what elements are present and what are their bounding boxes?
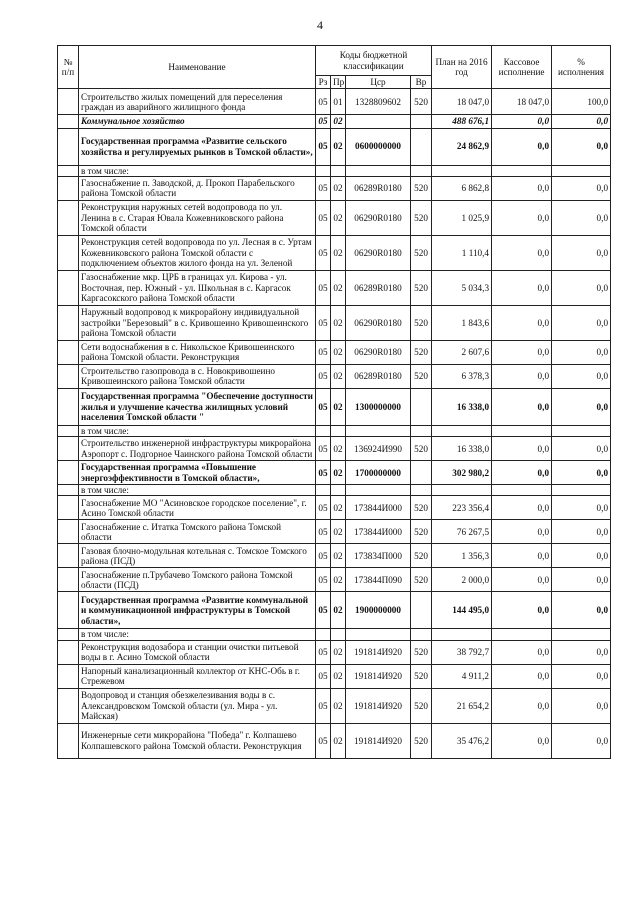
table-row <box>58 688 611 723</box>
cell-cash <box>492 629 552 640</box>
cell-csr: 1300000000 <box>346 388 411 425</box>
table-row <box>58 520 611 544</box>
cell-num <box>58 235 79 270</box>
cell-pr: 02 <box>331 688 346 723</box>
cell-pr: 02 <box>331 364 346 388</box>
cell-name: Реконструкция сетей водопровода по ул. Лесная в с. Уртам Кожевниковского района Томской области с подключением объектов жилого фонда на ул. Зеленой <box>79 235 316 270</box>
table-row <box>58 664 611 688</box>
cell-cash: 0,0 <box>492 364 552 388</box>
cell-pr <box>331 165 346 176</box>
cell-cash: 0,0 <box>492 664 552 688</box>
table-row <box>58 128 611 165</box>
cell-name: Газоснабжение с. Итатка Томского района Томской области <box>79 520 316 544</box>
cell-vr: 520 <box>411 235 432 270</box>
cell-plan: 35 476,2 <box>432 723 492 758</box>
header-pct: % исполнения <box>552 46 611 89</box>
cell-rz: 05 <box>316 115 331 128</box>
cell-cash: 0,0 <box>492 723 552 758</box>
cell-num <box>58 592 79 629</box>
cell-pr: 02 <box>331 305 346 340</box>
cell-pct: 0,0 <box>552 364 611 388</box>
cell-vr: 520 <box>411 688 432 723</box>
cell-cash <box>492 485 552 496</box>
cell-plan: 24 862,9 <box>432 128 492 165</box>
cell-num <box>58 485 79 496</box>
cell-plan <box>432 629 492 640</box>
cell-cash: 0,0 <box>492 640 552 664</box>
cell-num <box>58 629 79 640</box>
cell-plan: 6 862,8 <box>432 176 492 200</box>
cell-csr: 173844И000 <box>346 520 411 544</box>
table-row <box>58 340 611 364</box>
cell-name: в том числе: <box>79 485 316 496</box>
cell-rz: 05 <box>316 128 331 165</box>
cell-name: в том числе: <box>79 425 316 436</box>
cell-rz: 05 <box>316 723 331 758</box>
table-row <box>58 592 611 629</box>
cell-csr: 0600000000 <box>346 128 411 165</box>
cell-num <box>58 128 79 165</box>
cell-cash: 0,0 <box>492 200 552 235</box>
cell-cash: 0,0 <box>492 305 552 340</box>
cell-pr: 02 <box>331 640 346 664</box>
table-row <box>58 270 611 305</box>
header-num: № п/п <box>58 46 79 89</box>
cell-pr: 02 <box>331 568 346 592</box>
cell-name: в том числе: <box>79 165 316 176</box>
header-vr: Вр <box>411 76 432 89</box>
cell-rz: 05 <box>316 688 331 723</box>
cell-csr <box>346 115 411 128</box>
cell-pct: 100,0 <box>552 89 611 115</box>
cell-num <box>58 115 79 128</box>
table-row <box>58 388 611 425</box>
cell-pr: 02 <box>331 176 346 200</box>
cell-name: Реконструкция водозабора и станции очистки питьевой воды в г. Асино Томской области <box>79 640 316 664</box>
cell-pct: 0,0 <box>552 437 611 461</box>
cell-num <box>58 388 79 425</box>
cell-plan: 16 338,0 <box>432 388 492 425</box>
cell-vr <box>411 128 432 165</box>
cell-rz: 05 <box>316 640 331 664</box>
cell-rz: 05 <box>316 664 331 688</box>
cell-num <box>58 89 79 115</box>
cell-vr: 520 <box>411 568 432 592</box>
table-row <box>58 305 611 340</box>
cell-name: Государственная программа «Повышение энергоэффективности в Томской области», <box>79 461 316 485</box>
cell-plan <box>432 485 492 496</box>
cell-csr: 191814И920 <box>346 664 411 688</box>
table-row <box>58 723 611 758</box>
cell-pr: 01 <box>331 89 346 115</box>
table-row <box>58 629 611 640</box>
cell-csr: 173834П000 <box>346 544 411 568</box>
cell-pr: 02 <box>331 437 346 461</box>
cell-rz <box>316 425 331 436</box>
cell-num <box>58 425 79 436</box>
cell-pr <box>331 485 346 496</box>
cell-vr: 520 <box>411 89 432 115</box>
cell-num <box>58 200 79 235</box>
cell-name: Сети водоснабжения в с. Никольское Кривошеинского района Томской области. Реконструкция <box>79 340 316 364</box>
cell-pct: 0,0 <box>552 200 611 235</box>
cell-pct <box>552 165 611 176</box>
cell-name: Водопровод и станция обезжелезивания воды в с. Александровском Томской области (ул. Мира - ул. Майская) <box>79 688 316 723</box>
cell-vr: 520 <box>411 664 432 688</box>
cell-csr <box>346 629 411 640</box>
cell-vr: 520 <box>411 723 432 758</box>
table-row <box>58 115 611 128</box>
cell-pct <box>552 485 611 496</box>
cell-rz: 05 <box>316 340 331 364</box>
cell-plan: 2 000,0 <box>432 568 492 592</box>
cell-rz: 05 <box>316 200 331 235</box>
cell-pr: 02 <box>331 340 346 364</box>
cell-pr: 02 <box>331 592 346 629</box>
table-row <box>58 544 611 568</box>
table-row <box>58 235 611 270</box>
cell-pr: 02 <box>331 388 346 425</box>
cell-name: Газовая блочно-модульная котельная с. Томское Томского района (ПСД) <box>79 544 316 568</box>
cell-rz: 05 <box>316 235 331 270</box>
cell-num <box>58 723 79 758</box>
cell-pr: 02 <box>331 544 346 568</box>
cell-pr: 02 <box>331 723 346 758</box>
cell-num <box>58 340 79 364</box>
table-row <box>58 425 611 436</box>
cell-pr: 02 <box>331 664 346 688</box>
cell-csr <box>346 425 411 436</box>
cell-pct: 0,0 <box>552 688 611 723</box>
cell-pr: 02 <box>331 496 346 520</box>
cell-vr: 520 <box>411 437 432 461</box>
cell-name: Государственная программа «Развитие сельского хозяйства и регулируемых рынков в Томской области», <box>79 128 316 165</box>
header-rz: Рз <box>316 76 331 89</box>
cell-plan: 16 338,0 <box>432 437 492 461</box>
cell-num <box>58 520 79 544</box>
cell-vr: 520 <box>411 176 432 200</box>
cell-vr <box>411 485 432 496</box>
cell-cash <box>492 425 552 436</box>
cell-plan: 18 047,0 <box>432 89 492 115</box>
cell-vr <box>411 388 432 425</box>
cell-pr: 02 <box>331 461 346 485</box>
cell-plan: 2 607,6 <box>432 340 492 364</box>
cell-cash: 0,0 <box>492 688 552 723</box>
cell-pr: 02 <box>331 115 346 128</box>
page-number: 4 <box>317 18 323 32</box>
cell-plan: 1 025,9 <box>432 200 492 235</box>
cell-name: в том числе: <box>79 629 316 640</box>
cell-num <box>58 461 79 485</box>
cell-pct <box>552 425 611 436</box>
cell-name: Газоснабжение п. Заводской, д. Прокоп Парабельского района Томской области <box>79 176 316 200</box>
cell-plan <box>432 165 492 176</box>
cell-name: Наружный водопровод к микрорайону индивидуальной застройки "Березовый" в с. Кривошеино Кривошеинского района Томской области <box>79 305 316 340</box>
cell-rz: 05 <box>316 461 331 485</box>
table-row <box>58 89 611 115</box>
table-body <box>58 89 611 758</box>
cell-plan <box>432 425 492 436</box>
cell-num <box>58 364 79 388</box>
cell-vr <box>411 165 432 176</box>
header-cash: Кассовое исполнение <box>492 46 552 89</box>
cell-num <box>58 568 79 592</box>
cell-pct: 0,0 <box>552 496 611 520</box>
cell-rz: 05 <box>316 496 331 520</box>
table-row <box>58 485 611 496</box>
cell-vr: 520 <box>411 305 432 340</box>
cell-pct: 0,0 <box>552 128 611 165</box>
cell-cash: 0,0 <box>492 437 552 461</box>
cell-vr <box>411 115 432 128</box>
header-codes: Коды бюджетной классификации <box>316 46 432 76</box>
cell-vr: 520 <box>411 364 432 388</box>
cell-pct: 0,0 <box>552 723 611 758</box>
cell-csr: 06289R0180 <box>346 176 411 200</box>
cell-pr: 02 <box>331 270 346 305</box>
cell-csr: 06290R0180 <box>346 235 411 270</box>
cell-num <box>58 176 79 200</box>
cell-vr: 520 <box>411 544 432 568</box>
cell-pct: 0,0 <box>552 592 611 629</box>
cell-pct: 0,0 <box>552 544 611 568</box>
cell-cash: 0,0 <box>492 115 552 128</box>
cell-rz: 05 <box>316 176 331 200</box>
cell-cash: 0,0 <box>492 128 552 165</box>
cell-vr: 520 <box>411 270 432 305</box>
cell-pr: 02 <box>331 200 346 235</box>
cell-vr: 520 <box>411 496 432 520</box>
cell-csr <box>346 165 411 176</box>
cell-csr <box>346 485 411 496</box>
cell-vr <box>411 629 432 640</box>
cell-pct: 0,0 <box>552 664 611 688</box>
header-pr: Пр <box>331 76 346 89</box>
cell-plan: 144 495,0 <box>432 592 492 629</box>
cell-cash: 0,0 <box>492 388 552 425</box>
cell-vr: 520 <box>411 520 432 544</box>
cell-rz: 05 <box>316 89 331 115</box>
cell-cash: 0,0 <box>492 496 552 520</box>
cell-plan: 76 267,5 <box>432 520 492 544</box>
cell-cash: 0,0 <box>492 520 552 544</box>
cell-plan: 1 110,4 <box>432 235 492 270</box>
table-header <box>58 46 611 89</box>
cell-pr <box>331 425 346 436</box>
cell-csr: 191814И920 <box>346 640 411 664</box>
cell-pct: 0,0 <box>552 461 611 485</box>
header-plan: План на 2016 год <box>432 46 492 89</box>
cell-pct: 0,0 <box>552 640 611 664</box>
cell-cash: 0,0 <box>492 568 552 592</box>
cell-pct: 0,0 <box>552 305 611 340</box>
cell-csr: 06289R0180 <box>346 364 411 388</box>
cell-csr: 191814И920 <box>346 688 411 723</box>
cell-pct: 0,0 <box>552 115 611 128</box>
cell-rz: 05 <box>316 568 331 592</box>
cell-cash: 0,0 <box>492 235 552 270</box>
table-row <box>58 364 611 388</box>
table-row <box>58 568 611 592</box>
cell-cash: 0,0 <box>492 270 552 305</box>
cell-num <box>58 496 79 520</box>
cell-pct: 0,0 <box>552 270 611 305</box>
header-csr: Цср <box>346 76 411 89</box>
cell-csr: 136924И990 <box>346 437 411 461</box>
cell-pr: 02 <box>331 235 346 270</box>
cell-vr <box>411 461 432 485</box>
table-row <box>58 437 611 461</box>
cell-name: Строительство газопровода в с. Новокривошеино Кривошеинского района Томской области <box>79 364 316 388</box>
cell-plan: 6 378,3 <box>432 364 492 388</box>
cell-rz: 05 <box>316 388 331 425</box>
cell-plan: 488 676,1 <box>432 115 492 128</box>
table-row <box>58 176 611 200</box>
header-name: Наименование <box>79 46 316 89</box>
cell-name: Коммунальное хозяйство <box>79 115 316 128</box>
cell-cash: 0,0 <box>492 461 552 485</box>
cell-cash: 0,0 <box>492 544 552 568</box>
cell-plan: 1 356,3 <box>432 544 492 568</box>
cell-pr: 02 <box>331 520 346 544</box>
cell-csr: 1900000000 <box>346 592 411 629</box>
cell-num <box>58 165 79 176</box>
cell-plan: 21 654,2 <box>432 688 492 723</box>
cell-num <box>58 544 79 568</box>
cell-cash: 0,0 <box>492 176 552 200</box>
cell-rz: 05 <box>316 592 331 629</box>
cell-cash: 0,0 <box>492 592 552 629</box>
cell-num <box>58 664 79 688</box>
cell-num <box>58 437 79 461</box>
cell-plan: 5 034,3 <box>432 270 492 305</box>
cell-name: Государственная программа «Развитие коммунальной и коммуникационной инфраструктуры в Томской области», <box>79 592 316 629</box>
cell-csr: 06289R0180 <box>346 270 411 305</box>
cell-name: Строительство инженерной инфраструктуры микрорайона Аэропорт с. Подгорное Чаинского района Томской области <box>79 437 316 461</box>
cell-rz: 05 <box>316 270 331 305</box>
cell-name: Государственная программа "Обеспечение доступности жилья и улучшение качества жилищных условий населения Томской области " <box>79 388 316 425</box>
cell-num <box>58 305 79 340</box>
cell-csr: 06290R0180 <box>346 340 411 364</box>
cell-csr: 06290R0180 <box>346 305 411 340</box>
cell-cash <box>492 165 552 176</box>
cell-pct: 0,0 <box>552 340 611 364</box>
cell-name: Напорный канализационный коллектор от КНС-Обь в г. Стрежевом <box>79 664 316 688</box>
cell-pr <box>331 629 346 640</box>
cell-vr <box>411 425 432 436</box>
cell-plan: 1 843,6 <box>432 305 492 340</box>
cell-csr: 173844П090 <box>346 568 411 592</box>
cell-pct: 0,0 <box>552 388 611 425</box>
cell-name: Реконструкция наружных сетей водопровода по ул. Ленина в с. Старая Ювала Кожевниковского района Томской области <box>79 200 316 235</box>
cell-cash: 18 047,0 <box>492 89 552 115</box>
cell-csr: 1328809602 <box>346 89 411 115</box>
cell-rz <box>316 165 331 176</box>
cell-rz <box>316 629 331 640</box>
table-row <box>58 165 611 176</box>
cell-cash: 0,0 <box>492 340 552 364</box>
cell-vr: 520 <box>411 340 432 364</box>
table-row <box>58 461 611 485</box>
cell-name: Строительство жилых помещений для переселения граждан из аварийного жилищного фонда <box>79 89 316 115</box>
cell-pct: 0,0 <box>552 568 611 592</box>
cell-csr: 191814И920 <box>346 723 411 758</box>
cell-vr <box>411 592 432 629</box>
cell-plan: 4 911,2 <box>432 664 492 688</box>
table-row <box>58 640 611 664</box>
cell-rz: 05 <box>316 364 331 388</box>
cell-num <box>58 688 79 723</box>
cell-rz: 05 <box>316 544 331 568</box>
cell-rz <box>316 485 331 496</box>
cell-rz: 05 <box>316 520 331 544</box>
cell-plan: 223 356,4 <box>432 496 492 520</box>
cell-num <box>58 270 79 305</box>
cell-vr: 520 <box>411 200 432 235</box>
cell-plan: 302 980,2 <box>432 461 492 485</box>
cell-pct: 0,0 <box>552 520 611 544</box>
cell-name: Инженерные сети микрорайона "Победа" г. Колпашево Колпашевского района Томской области. Реконструкция <box>79 723 316 758</box>
cell-plan: 38 792,7 <box>432 640 492 664</box>
cell-vr: 520 <box>411 640 432 664</box>
cell-pct <box>552 629 611 640</box>
cell-name: Газоснабжение МО "Асиновское городское поселение", г. Асино Томской области <box>79 496 316 520</box>
cell-num <box>58 640 79 664</box>
cell-csr: 06290R0180 <box>346 200 411 235</box>
table-row <box>58 200 611 235</box>
cell-name: Газоснабжение мкр. ЦРБ в границах ул. Кирова - ул. Восточная, пер. Южный - ул. Школьная в с. Каргасок Каргасокского района Томской области <box>79 270 316 305</box>
cell-rz: 05 <box>316 305 331 340</box>
cell-pr: 02 <box>331 128 346 165</box>
cell-pct: 0,0 <box>552 235 611 270</box>
cell-csr: 1700000000 <box>346 461 411 485</box>
cell-csr: 173844И000 <box>346 496 411 520</box>
cell-pct: 0,0 <box>552 176 611 200</box>
cell-name: Газоснабжение п.Трубачево Томского района Томской области (ПСД) <box>79 568 316 592</box>
budget-table <box>57 45 611 759</box>
cell-rz: 05 <box>316 437 331 461</box>
table-row <box>58 496 611 520</box>
